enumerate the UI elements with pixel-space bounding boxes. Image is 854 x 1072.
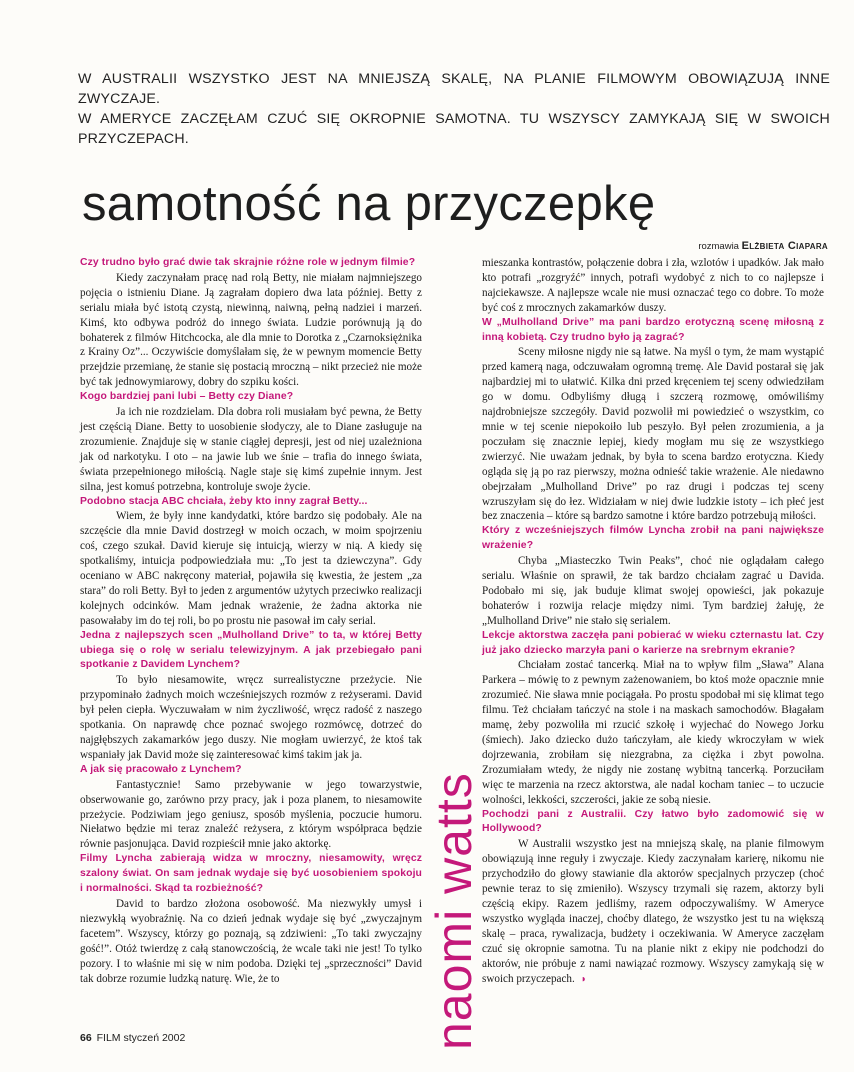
interview-question: Lekcje aktorstwa zaczęła pani pobierać w wieku czternastu lat. Czy już jako dziecko marzyła pani o karierze na srebrnym ekranie? — [482, 629, 824, 656]
interview-answer: W Australii wszystko jest na mniejszą skalę, na planie filmowym obowiązują inne reguły i zwyczaje. Kiedy zaczynałam karierę, nikomu nie przychodziło do głowy stawianie dla aktorów specjalnych przyczep (choć pewnie teraz to się zmieniło). Wszyscy trzymali się razem, aktorzy byli częścią ekipy. Razem jedliśmy, razem odpoczywaliśmy. W Ameryce wszystko wygląda inaczej, choćby dlatego, że wszystko jest tu na większą skalę – praca, rywalizacja, budżety i oczekiwania. W Ameryce zaczęłam czuć się okropnie samotna. Tu na planie nikt z ekipy nie podchodzi do aktorów, nie próbuje z nami nawiązać rozmowy. Wszyscy zamykają się w swoich przyczepach. ◗ — [482, 838, 824, 985]
magazine-name: FILM — [96, 1032, 121, 1044]
interview-answer: Kiedy zaczynałam pracę nad rolą Betty, nie miałam najmniejszego pojęcia o istnieniu Diane. Ją zagrałam dopiero dwa lata później. Betty z serialu miała być istotą czystą, niewinną, naiwną, pełną nadziei i marzeń. Kimś, kto odbywa podróż do innego świata. Ludzie porównują ją do bohaterek z filmów Hitchcocka, ale dla mnie to Dorotka z „Czarnoksiężnika z Krainy Oz”... Oczywiście domyślałam się, że w pewnym momencie Betty przejdzie przemianę, że stanie się postacią mroczną – nikt przecież nie może być tak jednowymiarowy, dobry do szpiku kości. — [80, 271, 422, 389]
left-column — [80, 256, 422, 986]
interview-answer: mieszanka kontrastów, połączenie dobra i zła, wzlotów i upadków. Jak mało kto potrafi „rozgryźć” innych, potrafi wydobyć z nich to co najlepsze i najciekawsze. A najlepsze wcale nie musi oznaczać tego co dobre. To może być coś z mrocznych zakamarków duszy. — [482, 257, 824, 314]
byline-author: Elżbieta Ciapara — [741, 240, 828, 252]
interview-answer: Wiem, że były inne kandydatki, które bardzo się podobały. Ale na szczęście dla mnie David dostrzegł w moich oczach, w moim spojrzeniu coś, czego szukał. David kieruje się intuicją, wierzy w nią. A kiedy się spotkaliśmy, intuicja podpowiedziała mu: „To jest ta dziewczyna”. Gdy oceniano w ABC nakręcony materiał, pojawiła się kwestia, że jestem „za stara” do roli Betty. Był to jeden z argumentów użytych przeciwko realizacji kolejnych odcinków. Mam jednak wrażenie, że żadna aktorka nie pasowałaby im do tej roli, bo po prostu nie pasował im cały serial. — [80, 510, 422, 627]
page-footer — [80, 1032, 185, 1044]
interview-answer: Chyba „Miasteczko Twin Peaks”, choć nie oglądałam całego serialu. Właśnie on sprawił, że tak bardzo chciałam zagrać u Davida. Podobało mi się, jak buduje klimat swojej opowieści, jak pokazuje bohaterów i rozwija relacje między nimi. Tym bardziej żałuję, że „Mulholland Drive” nie stało się serialem. — [482, 555, 824, 627]
interview-question: Pochodzi pani z Australii. Czy łatwo było zadomowić się w Hollywood? — [482, 808, 824, 835]
lead-line-1: W AUSTRALII WSZYSTKO JEST NA MNIEJSZĄ SKALĘ, NA PLANIE FILMOWYM OBOWIĄZUJĄ INNE ZWYCZAJE. — [78, 71, 830, 107]
interview-question: Podobno stacja ABC chciała, żeby kto inny zagrał Betty... — [80, 495, 368, 507]
interview-answer: Sceny miłosne nigdy nie są łatwe. Na myśl o tym, że mam wystąpić przed kamerą naga, odczuwałam ogromną tremę. Ale David postarał się jak najbardziej mi to ułatwić. Kilka dni przed kręceniem tej sceny odwiedziłam go w domu. Odbyliśmy długą i szczerą rozmowę, omówiliśmy najdrobniejsze szczegóły. David pozwolił mi powiedzieć o wszystkim, co mnie w tej scenie niepokoiło lub peszyło. Był pełen zrozumienia, a ja poczułam się znacznie lepiej, kiedy mogłam mu się ze wszystkiego zwierzyć. Nie uważam jednak, by była to scena bardzo erotyczna. Kiedy ogląda się ją po raz pierwszy, można odnieść takie wrażenie. Ale niedawno obejrzałam „Mulholland Drive” po raz drugi i podczas tej sceny wzruszyłam się do łez. Widziałam w niej dwie ludzkie istoty – ich płeć jest bez znaczenia – które są bardzo samotne i które bardzo potrzebują miłości. — [482, 346, 824, 523]
vertical-name: naomi watts — [426, 772, 482, 1050]
interview-question: Czy trudno było grać dwie tak skrajnie różne role w jednym filmie? — [80, 257, 416, 268]
byline-prefix: rozmawia — [698, 241, 739, 252]
end-mark-icon: ◗ — [580, 973, 587, 985]
interview-answer: Fantastycznie! Samo przebywanie w jego towarzystwie, obserwowanie go, zarówno przy pracy, jak i poza planem, to niesamowite przeżycie. Podziwiam jego geniusz, sposób myślenia, poczucie humoru. Niełatwo będzie mi teraz znaleźć reżysera, z którym współpraca będzie równie pasjonująca. David rozpieścił mnie jako aktorkę. — [80, 778, 422, 851]
lead-line-2: W AMERYCE ZACZĘŁAM CZUĆ SIĘ OKROPNIE SAMOTNA. TU WSZYSCY ZAMYKAJĄ SIĘ W SWOICH PRZYCZEPACH. — [78, 111, 830, 147]
interview-question: A jak się pracowało z Lynchem? — [80, 763, 242, 775]
page-number: 66 — [80, 1032, 92, 1044]
interview-answer: Ja ich nie rozdzielam. Dla dobra roli musiałam być pewna, że Betty jest częścią Diane. Betty to uosobienie słodyczy, ale to Diane zasługuje na zrozumienie. Znajduje się w stanie ciągłej depresji, jest od niej uzależniona jak od narkotyku. I oto – na jawie lub we śnie – trafia do innego świata, świata przepełnionego miłością. Nagle staje się kimś zupełnie innym. Jest silna, jest komuś potrzebna, kontroluje swoje życie. — [80, 406, 422, 493]
interview-answer: To było niesamowite, wręcz surrealistyczne przeżycie. Nie przypominało żadnych moich wcześniejszych rozmów z reżyserami. David był pełen ciepła. Wyczuwałam w nim życzliwość, wręcz radość z naszego spotkania. On naprawdę chce poznać swojego rozmówcę, dotrzeć do najgłębszych zakamarków jego duszy. Nie mogłam uwierzyć, że ktoś tak wspaniały jak David może się zainteresować kimś takim jak ja. — [80, 674, 422, 761]
byline — [698, 240, 828, 252]
article-title: samotność na przyczepkę — [82, 177, 656, 231]
interview-question: Filmy Lyncha zabierają widza w mroczny, niesamowity, wręcz szalony świat. On sam jednak wydaje się być uosobieniem spokoju i normalności. Skąd ta rozbieżność? — [80, 853, 422, 895]
interview-question: Który z wcześniejszych filmów Lyncha zrobił na pani największe wrażenie? — [482, 525, 824, 552]
interview-answer: Chciałam zostać tancerką. Miał na to wpływ film „Sława” Alana Parkera – mówię to z pewnym zażenowaniem, bo ktoś może opacznie mnie zrozumieć. Nie sława mnie pociągała. Po prostu spodobał mi się klimat tego filmu. Też chciałam tańczyć na stole i na maskach samochodów. Błagałam mamę, żeby pozwoliła mi rzucić szkołę i wyjechać do Nowego Jorku (śmiech). Jako dziecko dużo tańczyłam, ale kiedy wkroczyłam w wiek dojrzewania, zrobiłam się niezgrabna, za ciężka i zbyt powolna. Zrozumiałam wtedy, że nigdy nie zostanę wybitną tancerką. Porzuciłam więc te marzenia na rzecz aktorstwa, ale nadal kocham taniec – to uczucie wolności, lekkości, szczerości, jakie ze sobą niesie. — [482, 659, 824, 806]
interview-answer: David to bardzo złożona osobowość. Ma niezwykły umysł i niezwykłą wyobraźnię. Na co dzień jednak wydaje się być „zwyczajnym facetem”. Wszyscy, którzy go poznają, są zdziwieni: „To taki zwyczajny gość!”. Otóż twierdzę z całą stanowczością, że wcale taki nie jest! To tylko pozory. I to właśnie mi się w nim podoba. Dzięki tej „sprzeczności” David tak dobrze rozumie ludzką naturę. Wie, że to — [80, 897, 422, 985]
interview-question: W „Mulholland Drive” ma pani bardzo erotyczną scenę miłosną z inną kobietą. Czy trudno było ją zagrać? — [482, 316, 824, 343]
interview-question: Jedna z najlepszych scen „Mulholland Drive” to ta, w której Betty ubiega się o rolę w serialu telewizyjnym. A jak przebiegało pani spotkanie z Davidem Lynchem? — [80, 629, 422, 671]
lead-paragraph — [78, 69, 830, 149]
interview-question: Kogo bardziej pani lubi – Betty czy Diane? — [80, 391, 294, 403]
issue-date: styczeń 2002 — [123, 1032, 186, 1044]
right-column — [482, 256, 824, 987]
